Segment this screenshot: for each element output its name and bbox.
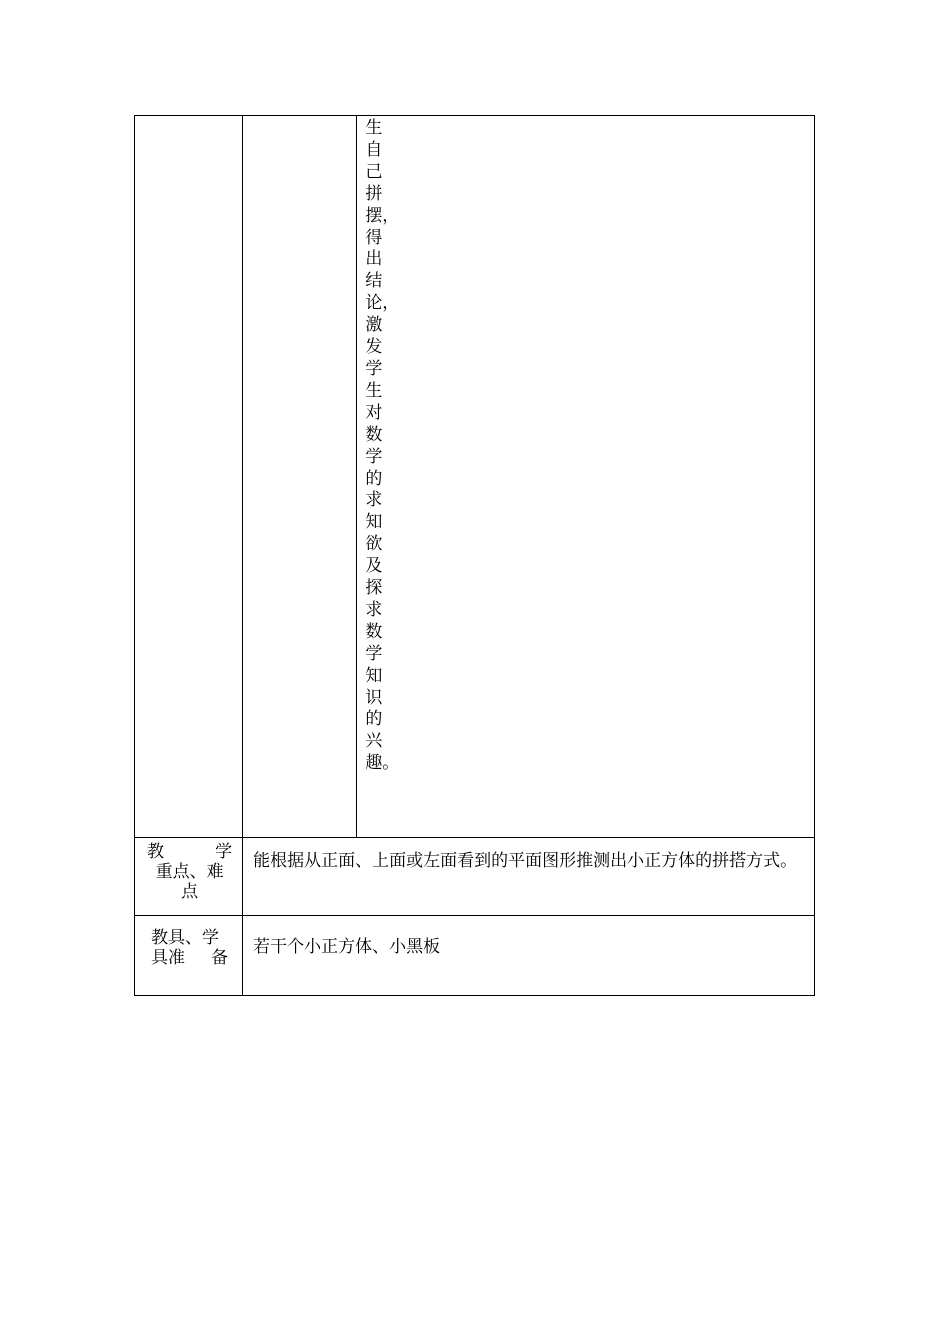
continued-text-column bbox=[356, 116, 357, 837]
label-part: 教具、学 bbox=[151, 928, 219, 948]
label-part: 学 bbox=[215, 842, 233, 862]
goal-text-cell bbox=[357, 116, 815, 838]
table-row bbox=[135, 916, 815, 996]
continued-goal-text: 生自己拼摆，得出结论，激发学生对数学的求知欲及探求数学知识的兴趣。 bbox=[365, 118, 400, 774]
label-part: 教 bbox=[147, 842, 164, 862]
empty-cell bbox=[243, 116, 357, 838]
label-part: 具准 bbox=[151, 948, 185, 968]
label-part: 重点、难 bbox=[155, 862, 224, 882]
table-row bbox=[135, 838, 815, 916]
label-part: 点 bbox=[181, 882, 199, 902]
tools-label bbox=[135, 916, 243, 996]
tools-content: 若干个小正方体、小黑板 bbox=[243, 916, 815, 996]
table-row bbox=[135, 116, 815, 838]
lesson-plan-table bbox=[134, 115, 815, 996]
key-points-content: 能根据从正面、上面或左面看到的平面图形推测出小正方体的拼搭方式。 bbox=[243, 838, 815, 916]
label-part: 备 bbox=[211, 948, 229, 968]
empty-cell bbox=[135, 116, 243, 838]
key-points-label bbox=[135, 838, 243, 916]
